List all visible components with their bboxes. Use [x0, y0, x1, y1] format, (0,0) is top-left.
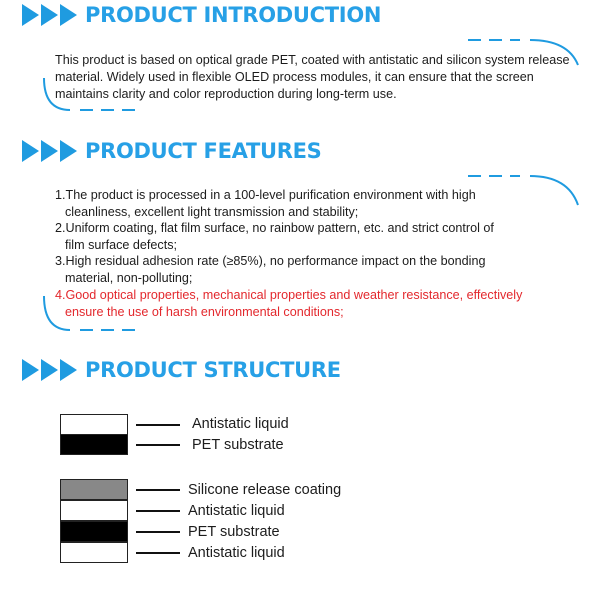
leader-line	[136, 552, 180, 554]
arrow-icon	[41, 359, 58, 381]
feature-item	[55, 253, 575, 286]
layer-label: Silicone release coating	[188, 482, 342, 498]
section-title: PRODUCT INTRODUCTION	[85, 3, 382, 27]
layer-pet-substrate	[60, 521, 128, 542]
feature-item-highlighted	[55, 287, 575, 320]
arrow-icon	[22, 359, 39, 381]
arrow-icon	[60, 140, 77, 162]
feature-line: material, non-polluting;	[65, 270, 193, 285]
layer-label: Antistatic liquid	[192, 416, 289, 432]
section-heading-structure	[22, 355, 341, 385]
layer-pet-substrate	[60, 434, 128, 455]
layer-label: PET substrate	[188, 524, 280, 540]
feature-line: ensure the use of harsh environmental conditions;	[65, 304, 344, 319]
feature-line: film surface defects;	[65, 237, 177, 252]
arrow-icon	[22, 4, 39, 26]
feature-line: 4.Good optical properties, mechanical properties and weather resistance, effectively	[55, 288, 523, 302]
section-heading-features	[22, 136, 321, 166]
feature-line: 1.The product is processed in a 100-level purification environment with high	[55, 188, 476, 202]
feature-line: cleanliness, excellent light transmission and stability;	[65, 204, 359, 219]
arrow-icon	[60, 359, 77, 381]
section-title: PRODUCT STRUCTURE	[85, 358, 341, 382]
leader-line	[136, 489, 180, 491]
feature-line: 2.Uniform coating, flat film surface, no rainbow pattern, etc. and strict control of	[55, 221, 494, 235]
feature-line: 3.High residual adhesion rate (≥85%), no performance impact on the bonding	[55, 254, 486, 268]
arrow-icon	[22, 140, 39, 162]
section-title: PRODUCT FEATURES	[85, 139, 322, 163]
leader-line	[136, 510, 180, 512]
layer-antistatic	[60, 414, 128, 435]
feature-item	[55, 187, 575, 220]
layer-label: Antistatic liquid	[188, 545, 285, 561]
layer-label: PET substrate	[192, 437, 284, 453]
feature-item	[55, 220, 575, 253]
layer-antistatic	[60, 542, 128, 563]
leader-line	[136, 444, 180, 446]
intro-paragraph: This product is based on optical grade PET, coated with antistatic and silicon system release material. Widely used in flexible OLED process modules, it can ensure that the screen maintains clarity and color reproduction during long-term use.	[55, 53, 570, 101]
layer-silicone-release	[60, 479, 128, 500]
layer-antistatic	[60, 500, 128, 521]
arrow-icon	[60, 4, 77, 26]
leader-line	[136, 424, 180, 426]
arrow-icon	[41, 140, 58, 162]
layer-label: Antistatic liquid	[188, 503, 285, 519]
arrow-icon	[41, 4, 58, 26]
section-heading-introduction	[22, 0, 381, 30]
leader-line	[136, 531, 180, 533]
